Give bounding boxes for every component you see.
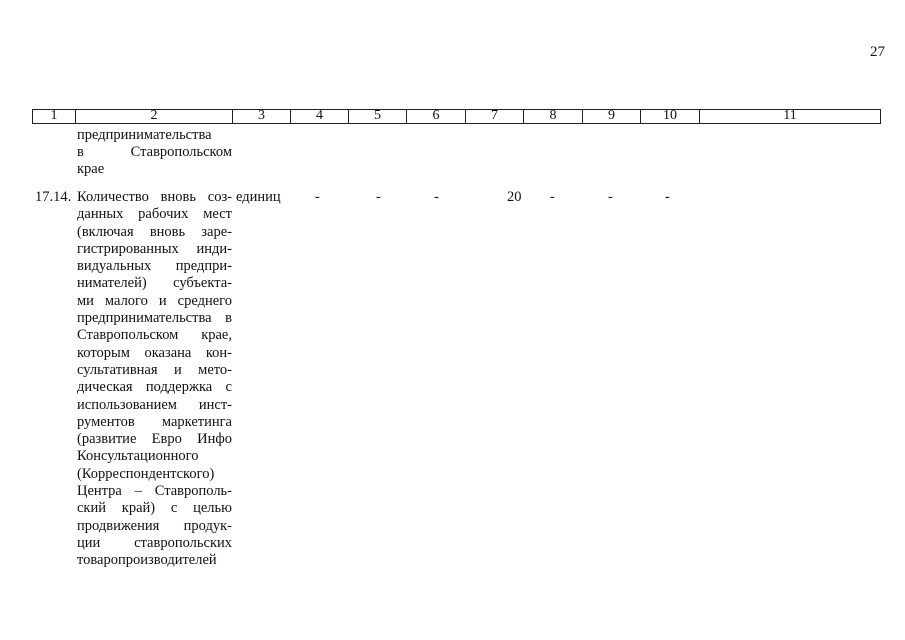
text-line: гистрированных инди- — [77, 240, 232, 257]
row-number: 17.14. — [35, 189, 72, 205]
column-number-4: 4 — [291, 110, 349, 124]
value-col-9: - — [608, 189, 613, 205]
page-number: 27 — [870, 44, 885, 60]
text-line: Ставропольском крае, — [77, 327, 232, 344]
value-col-5: - — [376, 189, 381, 205]
text-line: нимателей) субъекта- — [77, 275, 232, 292]
column-header-row — [32, 109, 881, 124]
continuation-text — [77, 127, 232, 178]
text-line: предпринимательства в — [77, 310, 232, 327]
column-number-7: 7 — [466, 110, 524, 124]
unit-cell: единиц — [236, 189, 281, 205]
column-number-3: 3 — [233, 110, 291, 124]
value-col-7: 20 — [507, 189, 522, 205]
text-line: (включая вновь заре- — [77, 223, 232, 240]
text-line: видуальных предпри- — [77, 258, 232, 275]
column-number-2: 2 — [76, 110, 233, 124]
text-line: Консультационного — [77, 448, 199, 465]
value-col-8: - — [550, 189, 555, 205]
text-line: Центра – Ставрополь- — [77, 483, 232, 500]
column-number-5: 5 — [349, 110, 407, 124]
text-line: сультативная и мето- — [77, 361, 232, 378]
value-col-4: - — [315, 189, 320, 205]
column-number-1: 1 — [33, 110, 76, 124]
text-line: данных рабочих мест — [77, 206, 232, 223]
text-line: ский край) с целью — [77, 500, 232, 517]
column-number-8: 8 — [524, 110, 583, 124]
column-number-10: 10 — [641, 110, 700, 124]
text-line: ции ставропольских — [77, 534, 232, 551]
text-line: (развитие Евро Инфо — [77, 431, 232, 448]
indicator-text — [77, 189, 232, 570]
value-col-6: - — [434, 189, 439, 205]
column-number-9: 9 — [583, 110, 641, 124]
text-line: рументов маркетинга — [77, 413, 232, 430]
column-number-11: 11 — [700, 110, 881, 124]
text-line: ми малого и среднего — [77, 292, 232, 309]
text-line: которым оказана кон- — [77, 344, 232, 361]
text-line: товаропроизводителей — [77, 552, 217, 569]
text-line: дическая поддержка с — [77, 379, 232, 396]
text-line: предпринимательства — [77, 127, 212, 143]
text-line: в Ставропольском — [77, 144, 232, 160]
text-line: использованием инст- — [77, 396, 232, 413]
text-line: крае — [77, 161, 105, 177]
text-line: (Корреспондентского) — [77, 465, 215, 482]
column-number-6: 6 — [407, 110, 466, 124]
text-line: продвижения продук- — [77, 517, 232, 534]
text-line: Количество вновь соз- — [77, 189, 232, 205]
value-col-10: - — [665, 189, 670, 205]
